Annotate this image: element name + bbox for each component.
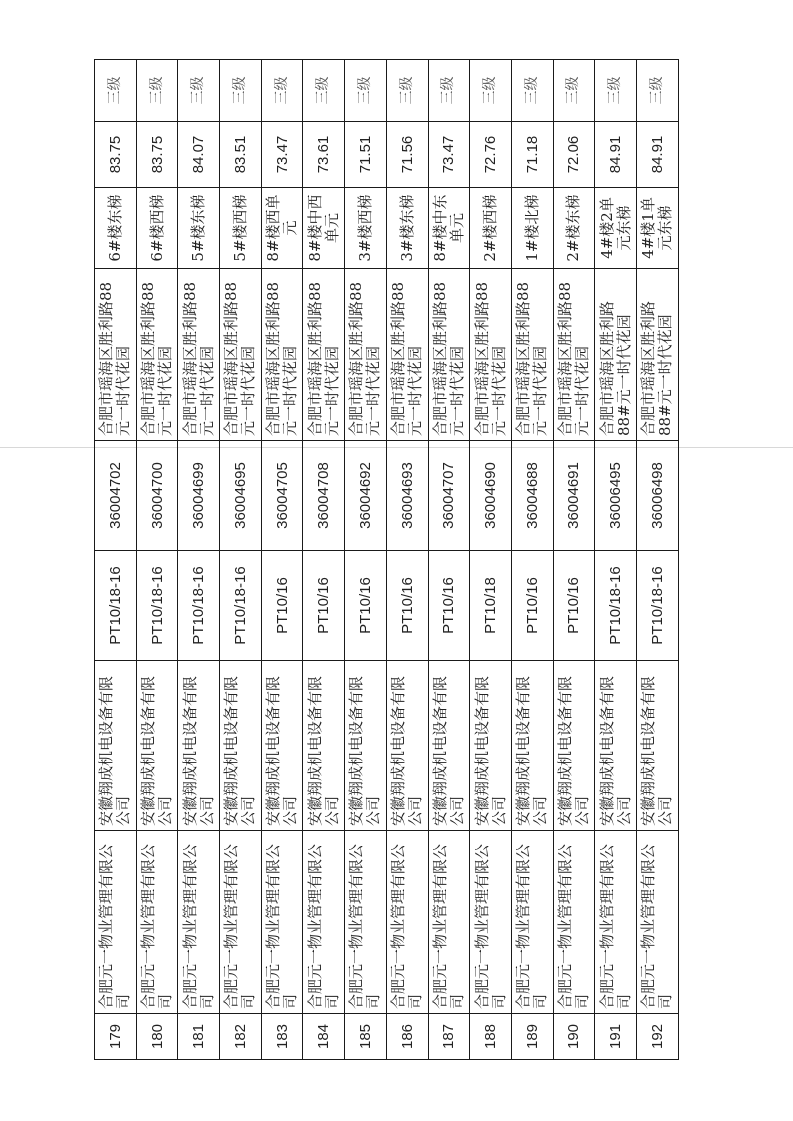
property-company-cell: 合肥元一物业管理有限公司 (136, 831, 178, 1014)
grade-cell: 三级 (136, 60, 178, 122)
address-cell: 合肥市瑶海区胜利路88元一时代花园 (428, 269, 470, 441)
registration-code-cell: 36006495 (595, 441, 637, 551)
table-row (428, 60, 470, 1060)
score-cell: 84.07 (178, 122, 220, 188)
property-company-cell: 合肥元一物业管理有限公司 (261, 831, 303, 1014)
property-company-cell: 合肥元一物业管理有限公司 (511, 831, 553, 1014)
manufacturer-cell: 安徽翔成机电设备有限公司 (470, 661, 512, 831)
location-cell: 6#楼西梯 (136, 188, 178, 269)
grade-cell: 三级 (95, 60, 137, 122)
location-cell: 5#楼西梯 (220, 188, 262, 269)
row-number-cell: 188 (470, 1014, 512, 1060)
address-cell: 合肥市瑶海区胜利路88元一时代花园 (95, 269, 137, 441)
row-number-cell: 185 (345, 1014, 387, 1060)
address-cell: 合肥市瑶海区胜利路88元一时代花园 (345, 269, 387, 441)
location-cell: 3#楼东梯 (386, 188, 428, 269)
registration-code-cell: 36004693 (386, 441, 428, 551)
row-number-cell: 181 (178, 1014, 220, 1060)
property-company-cell: 合肥元一物业管理有限公司 (470, 831, 512, 1014)
property-company-cell: 合肥元一物业管理有限公司 (595, 831, 637, 1014)
table-row (511, 60, 553, 1060)
model-number-cell: PT10/18-16 (178, 551, 220, 661)
table-row (636, 60, 678, 1060)
manufacturer-cell: 安徽翔成机电设备有限公司 (386, 661, 428, 831)
score-cell: 84.91 (636, 122, 678, 188)
grade-cell: 三级 (470, 60, 512, 122)
address-cell: 合肥市瑶海区胜利路88元一时代花园 (470, 269, 512, 441)
row-number-cell: 192 (636, 1014, 678, 1060)
registration-code-cell: 36004700 (136, 441, 178, 551)
model-number-cell: PT10/16 (386, 551, 428, 661)
row-number-cell: 189 (511, 1014, 553, 1060)
manufacturer-cell: 安徽翔成机电设备有限公司 (95, 661, 137, 831)
elevator-table (94, 59, 679, 1060)
registration-code-cell: 36004688 (511, 441, 553, 551)
location-cell: 8#楼西单元 (261, 188, 303, 269)
property-company-cell: 合肥元一物业管理有限公司 (345, 831, 387, 1014)
model-number-cell: PT10/16 (261, 551, 303, 661)
registration-code-cell: 36004690 (470, 441, 512, 551)
location-cell: 2#楼西梯 (470, 188, 512, 269)
property-company-cell: 合肥元一物业管理有限公司 (95, 831, 137, 1014)
score-cell: 83.75 (136, 122, 178, 188)
address-cell: 合肥市瑶海区胜利路88元一时代花园 (553, 269, 595, 441)
registration-code-cell: 36004708 (303, 441, 345, 551)
grade-cell: 三级 (595, 60, 637, 122)
manufacturer-cell: 安徽翔成机电设备有限公司 (636, 661, 678, 831)
grade-cell: 三级 (261, 60, 303, 122)
score-cell: 71.51 (345, 122, 387, 188)
manufacturer-cell: 安徽翔成机电设备有限公司 (428, 661, 470, 831)
table-body (95, 60, 679, 1060)
model-number-cell: PT10/16 (553, 551, 595, 661)
manufacturer-cell: 安徽翔成机电设备有限公司 (595, 661, 637, 831)
address-cell: 合肥市瑶海区胜利路88元一时代花园 (261, 269, 303, 441)
manufacturer-cell: 安徽翔成机电设备有限公司 (303, 661, 345, 831)
table-row (386, 60, 428, 1060)
model-number-cell: PT10/16 (345, 551, 387, 661)
location-cell: 1#楼北梯 (511, 188, 553, 269)
property-company-cell: 合肥元一物业管理有限公司 (178, 831, 220, 1014)
registration-code-cell: 36004695 (220, 441, 262, 551)
property-company-cell: 合肥元一物业管理有限公司 (428, 831, 470, 1014)
row-number-cell: 187 (428, 1014, 470, 1060)
manufacturer-cell: 安徽翔成机电设备有限公司 (220, 661, 262, 831)
row-number-cell: 190 (553, 1014, 595, 1060)
model-number-cell: PT10/18-16 (595, 551, 637, 661)
address-cell: 合肥市瑶海区胜利路88元一时代花园 (220, 269, 262, 441)
score-cell: 83.75 (95, 122, 137, 188)
table-row (303, 60, 345, 1060)
address-cell: 合肥市瑶海区胜利路88#元一时代花园 (595, 269, 637, 441)
location-cell: 5#楼东梯 (178, 188, 220, 269)
grade-cell: 三级 (345, 60, 387, 122)
manufacturer-cell: 安徽翔成机电设备有限公司 (136, 661, 178, 831)
manufacturer-cell: 安徽翔成机电设备有限公司 (345, 661, 387, 831)
registration-code-cell: 36004699 (178, 441, 220, 551)
property-company-cell: 合肥元一物业管理有限公司 (636, 831, 678, 1014)
address-cell: 合肥市瑶海区胜利路88元一时代花园 (386, 269, 428, 441)
score-cell: 72.76 (470, 122, 512, 188)
property-company-cell: 合肥元一物业管理有限公司 (220, 831, 262, 1014)
table-row (595, 60, 637, 1060)
manufacturer-cell: 安徽翔成机电设备有限公司 (261, 661, 303, 831)
manufacturer-cell: 安徽翔成机电设备有限公司 (178, 661, 220, 831)
manufacturer-cell: 安徽翔成机电设备有限公司 (553, 661, 595, 831)
table-row (220, 60, 262, 1060)
location-cell: 4#楼1单元东梯 (636, 188, 678, 269)
registration-code-cell: 36004707 (428, 441, 470, 551)
location-cell: 2#楼东梯 (553, 188, 595, 269)
address-cell: 合肥市瑶海区胜利路88元一时代花园 (511, 269, 553, 441)
row-number-cell: 182 (220, 1014, 262, 1060)
score-cell: 83.51 (220, 122, 262, 188)
model-number-cell: PT10/16 (511, 551, 553, 661)
location-cell: 6#楼东梯 (95, 188, 137, 269)
registration-code-cell: 36006498 (636, 441, 678, 551)
model-number-cell: PT10/16 (428, 551, 470, 661)
table-row (470, 60, 512, 1060)
row-number-cell: 191 (595, 1014, 637, 1060)
model-number-cell: PT10/16 (303, 551, 345, 661)
score-cell: 73.47 (261, 122, 303, 188)
model-number-cell: PT10/18-16 (636, 551, 678, 661)
table-row (95, 60, 137, 1060)
manufacturer-cell: 安徽翔成机电设备有限公司 (511, 661, 553, 831)
address-cell: 合肥市瑶海区胜利路88元一时代花园 (136, 269, 178, 441)
score-cell: 71.18 (511, 122, 553, 188)
address-cell: 合肥市瑶海区胜利路88#元一时代花园 (636, 269, 678, 441)
registration-code-cell: 36004702 (95, 441, 137, 551)
grade-cell: 三级 (303, 60, 345, 122)
registration-code-cell: 36004692 (345, 441, 387, 551)
table-row (178, 60, 220, 1060)
location-cell: 8#楼中东单元 (428, 188, 470, 269)
row-number-cell: 186 (386, 1014, 428, 1060)
grade-cell: 三级 (220, 60, 262, 122)
registration-code-cell: 36004691 (553, 441, 595, 551)
score-cell: 73.47 (428, 122, 470, 188)
grade-cell: 三级 (386, 60, 428, 122)
table-row (261, 60, 303, 1060)
address-cell: 合肥市瑶海区胜利路88元一时代花园 (178, 269, 220, 441)
location-cell: 3#楼西梯 (345, 188, 387, 269)
grade-cell: 三级 (511, 60, 553, 122)
grade-cell: 三级 (428, 60, 470, 122)
location-cell: 4#楼2单元东梯 (595, 188, 637, 269)
model-number-cell: PT10/18-16 (136, 551, 178, 661)
score-cell: 71.56 (386, 122, 428, 188)
model-number-cell: PT10/18-16 (220, 551, 262, 661)
location-cell: 8#楼中西单元 (303, 188, 345, 269)
row-number-cell: 179 (95, 1014, 137, 1060)
score-cell: 84.91 (595, 122, 637, 188)
score-cell: 72.06 (553, 122, 595, 188)
row-number-cell: 184 (303, 1014, 345, 1060)
grade-cell: 三级 (636, 60, 678, 122)
rotated-table-container (94, 60, 684, 1060)
property-company-cell: 合肥元一物业管理有限公司 (303, 831, 345, 1014)
grade-cell: 三级 (553, 60, 595, 122)
table-row (345, 60, 387, 1060)
grade-cell: 三级 (178, 60, 220, 122)
row-number-cell: 180 (136, 1014, 178, 1060)
model-number-cell: PT10/18 (470, 551, 512, 661)
table-row (136, 60, 178, 1060)
score-cell: 73.61 (303, 122, 345, 188)
property-company-cell: 合肥元一物业管理有限公司 (553, 831, 595, 1014)
table-row (553, 60, 595, 1060)
model-number-cell: PT10/18-16 (95, 551, 137, 661)
address-cell: 合肥市瑶海区胜利路88元一时代花园 (303, 269, 345, 441)
row-number-cell: 183 (261, 1014, 303, 1060)
property-company-cell: 合肥元一物业管理有限公司 (386, 831, 428, 1014)
registration-code-cell: 36004705 (261, 441, 303, 551)
